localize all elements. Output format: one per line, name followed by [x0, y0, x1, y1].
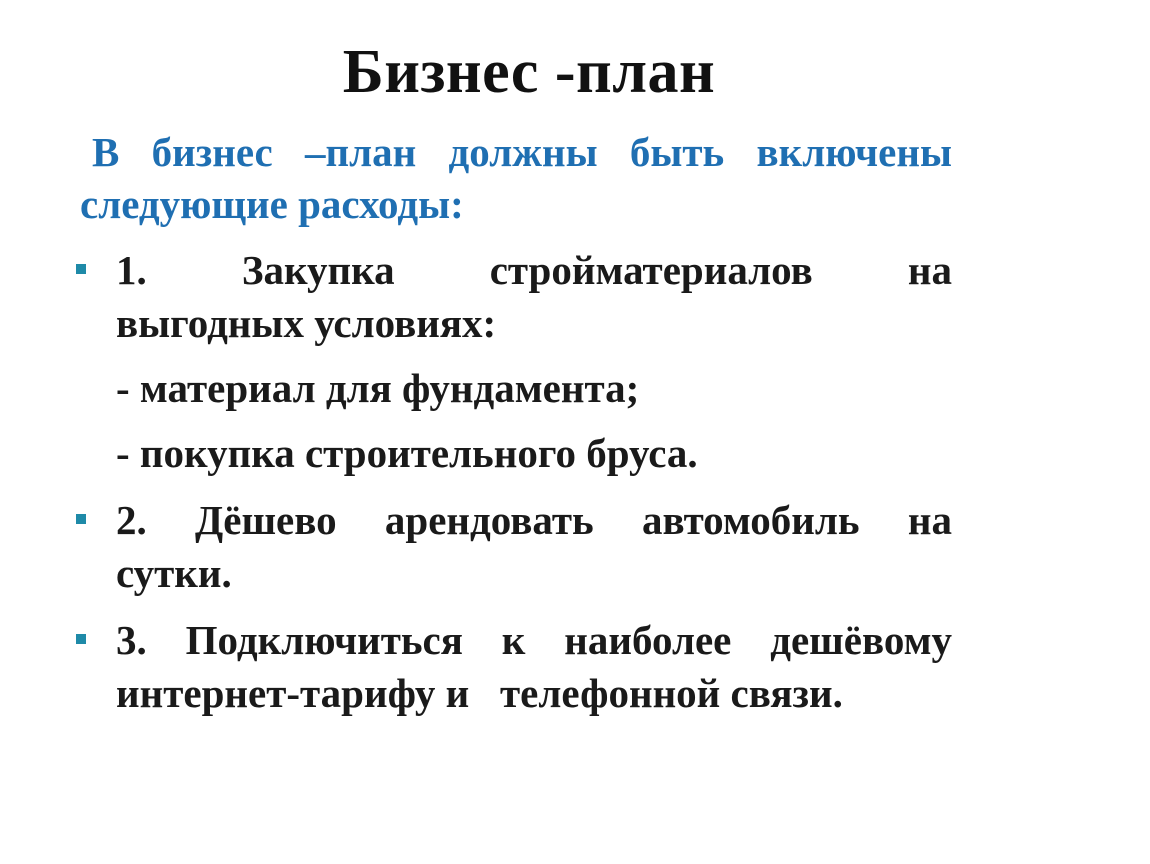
list-item: [74, 244, 952, 480]
bullet-icon: [76, 264, 86, 274]
item-1-line-1: 1. Закупка стройматериалов на: [116, 247, 952, 293]
item-3-line-2: интернет-тарифу и телефонной связи.: [116, 670, 843, 716]
bullet-icon: [76, 514, 86, 524]
item-1-line-2: выгодных условиях:: [116, 300, 497, 346]
intro-line-1: В бизнес –план должны быть включены: [92, 129, 952, 175]
item-2-line-1: 2. Дёшево арендовать автомобиль на: [116, 497, 952, 543]
intro-line-2: следующие расходы:: [80, 181, 464, 227]
expense-list: [74, 244, 952, 734]
item-1-sub-2: - покупка строительного бруса.: [116, 430, 698, 476]
slide-title: Бизнес -план: [342, 38, 716, 106]
list-item: [74, 614, 952, 720]
item-3-line-1: 3. Подключиться к наиболее дешёвому: [116, 617, 952, 663]
intro-text: [80, 126, 952, 230]
item-1-sub-1: - материал для фундамента;: [116, 365, 640, 411]
list-item: [74, 494, 952, 600]
item-2-line-2: сутки.: [116, 550, 232, 596]
bullet-icon: [76, 634, 86, 644]
